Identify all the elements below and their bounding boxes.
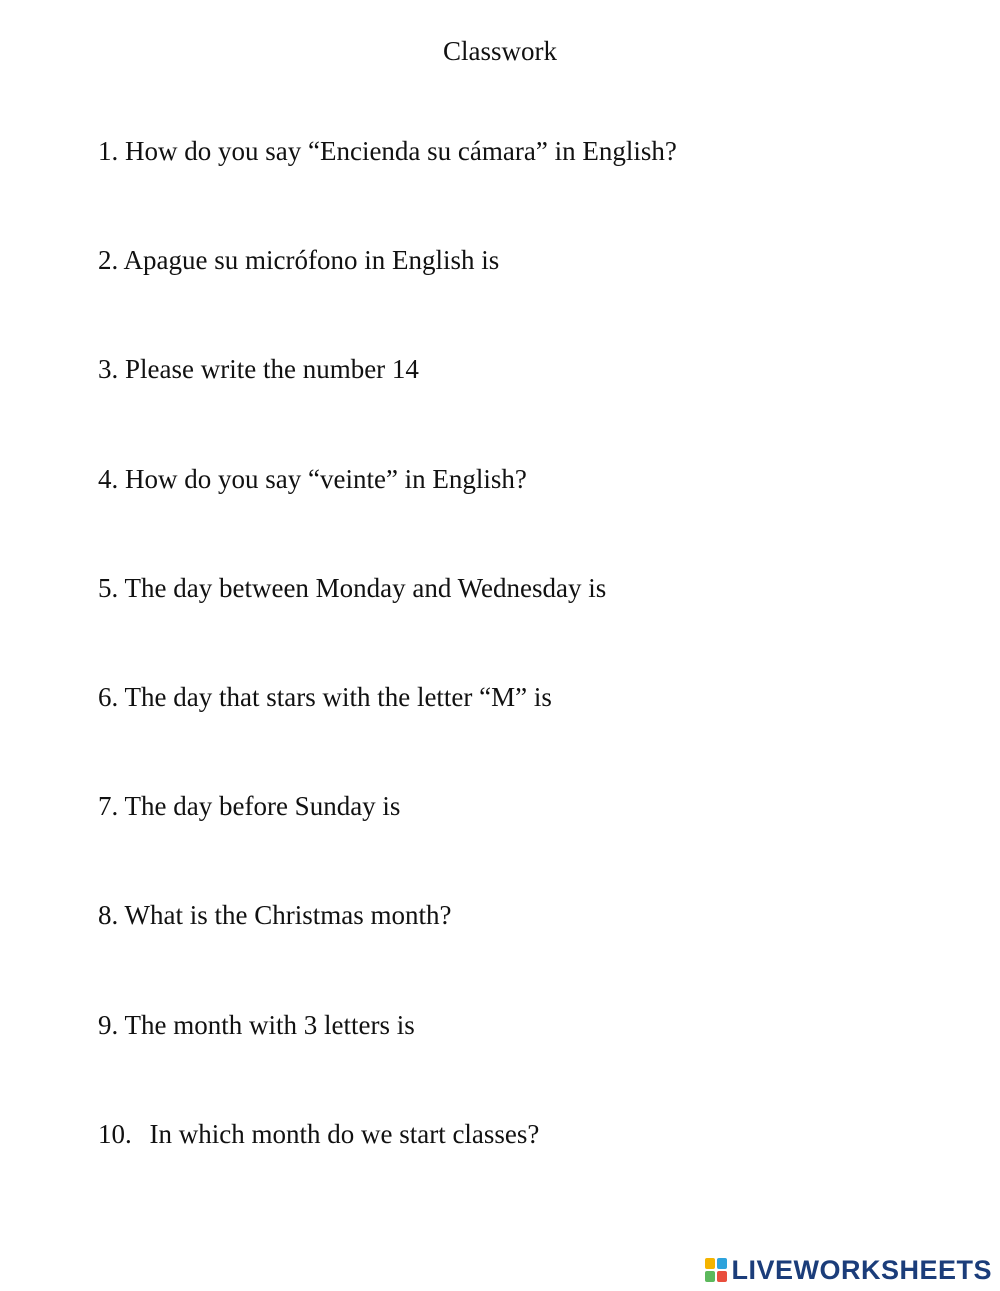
- question-number: 2.: [98, 245, 119, 276]
- question-list: [98, 134, 677, 1226]
- question-item: [98, 1008, 677, 1117]
- question-item: [98, 462, 677, 571]
- question-number: 7.: [98, 791, 119, 822]
- question-text: Please write the number 14: [125, 354, 419, 385]
- question-text: The day that stars with the letter “M” is: [124, 681, 552, 712]
- liveworksheets-logo: [705, 1252, 992, 1288]
- question-number: 1.: [98, 136, 119, 166]
- question-item: [98, 134, 677, 243]
- question-number: 4.: [98, 463, 119, 494]
- question-number: 9.: [98, 1009, 119, 1040]
- question-number: 6.: [98, 681, 119, 712]
- question-text: What is the Christmas month?: [124, 900, 452, 931]
- question-text: How do you say “Encienda su cámara” in English?: [125, 136, 677, 166]
- question-item: [98, 898, 677, 1007]
- liveworksheets-logo-icon: [705, 1258, 727, 1282]
- question-text: The day between Monday and Wednesday is: [124, 572, 607, 603]
- question-item: [98, 789, 677, 898]
- question-text: How do you say “veinte” in English?: [125, 463, 527, 494]
- question-number: 8.: [98, 900, 119, 931]
- question-number: 5.: [98, 572, 119, 603]
- question-text: In which month do we start classes?: [149, 1118, 540, 1149]
- question-number: 10.: [98, 1118, 132, 1149]
- question-item: [98, 352, 677, 461]
- question-item: [98, 1117, 677, 1226]
- question-number: 3.: [98, 354, 119, 385]
- question-text: Apague su micrófono in English is: [123, 245, 500, 276]
- question-item: [98, 571, 677, 680]
- question-text: The day before Sunday is: [124, 791, 401, 822]
- question-item: [98, 243, 677, 352]
- page-title: Classwork: [443, 36, 557, 66]
- question-item: [98, 680, 677, 789]
- question-text: The month with 3 letters is: [124, 1009, 415, 1040]
- logo-text: LIVEWORKSHEETS: [731, 1254, 992, 1285]
